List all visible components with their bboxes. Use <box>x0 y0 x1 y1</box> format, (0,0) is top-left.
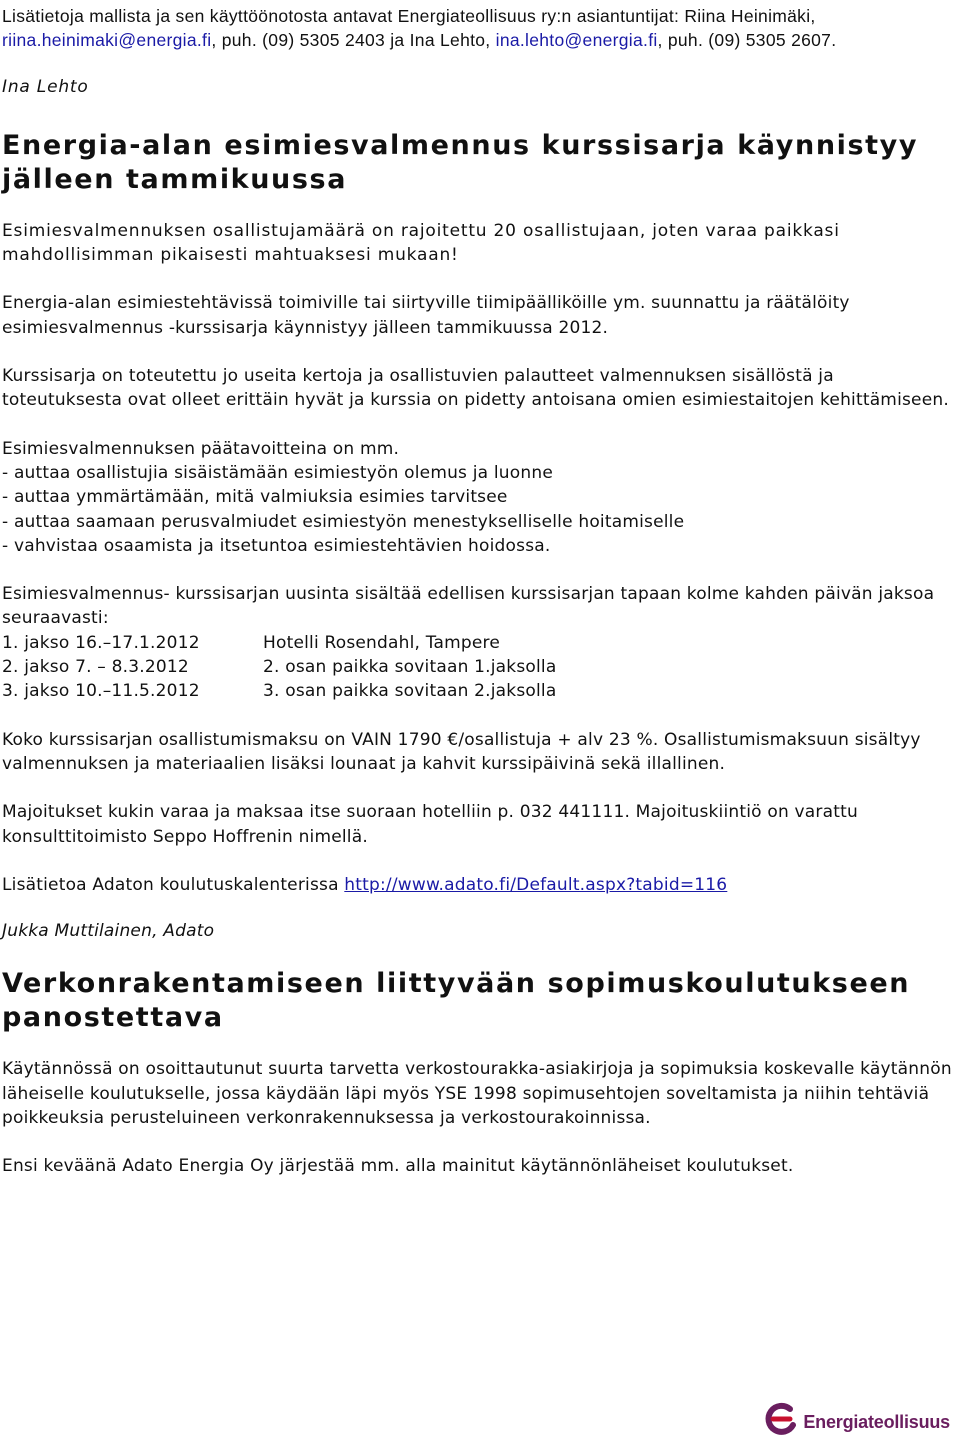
signature: Jukka Muttilainen, Adato <box>2 921 215 942</box>
intro-text: Lisätietoja mallista ja sen käyttöönotosta antavat Energiateollisuus ry:n asiantuntijat: Riina Heinimäki, <box>2 6 816 26</box>
article-title: Verkonrakentamiseen liittyvään sopimuskoulutukseen panostettava <box>2 968 911 1034</box>
paragraph: Ensi keväänä Adato Energia Oy järjestää mm. alla mainitut käytännönläheiset koulutukset. <box>2 1156 794 1177</box>
intro-paragraph <box>2 4 958 53</box>
logo-text: Energiateollisuus <box>803 1412 950 1433</box>
schedule-row <box>2 631 958 655</box>
schedule-period: 1. jakso 16.–17.1.2012 <box>2 632 200 653</box>
list-item: - auttaa saamaan perusvalmiudet esimiestyön menestykselliselle hoitamiselle <box>2 511 685 532</box>
more-info-paragraph <box>2 873 958 897</box>
intro-text: , puh. (09) 5305 2403 ja Ina Lehto, <box>211 30 496 51</box>
paragraph: Kurssisarja on toteutettu jo useita kertoja ja osallistuvien palautteet valmennuksen sisällöstä ja toteutuksesta ovat olleet erittäin hyvät ja kurssia on pidetty antoisana omien esimiestaitojen kehittämiseen. <box>2 366 949 411</box>
list-item: - auttaa ymmärtämään, mitä valmiuksia esimies tarvitsee <box>2 487 508 508</box>
list-item: - auttaa osallistujia sisäistämään esimiestyön olemus ja luonne <box>2 462 553 483</box>
energiateollisuus-logo-icon <box>763 1401 799 1444</box>
paragraph: Koko kurssisarjan osallistumismaksu on VAIN 1790 €/osallistuja + alv 23 %. Osallistumismaksuun sisältyy valmennuksen ja materiaalien lisäksi lounaat ja kahvit kurssipäivinä sekä illallinen. <box>2 729 921 774</box>
email-link-ina[interactable]: ina.lehto@energia.fi <box>495 30 658 51</box>
list-item: - vahvistaa osaamista ja itsetuntoa esimiestehtävien hoidossa. <box>2 535 551 556</box>
email-link-riina[interactable]: riina.heinimaki@energia.fi <box>2 30 212 51</box>
more-info-text: Lisätietoa Adaton koulutuskalenterissa <box>2 874 345 895</box>
intro-text: , puh. (09) 5305 2607. <box>657 30 837 51</box>
schedule-row <box>2 655 958 679</box>
paragraph: Majoitukset kukin varaa ja maksaa itse suoraan hotelliin p. 032 441111. Majoituskiintiö on varattu konsulttitoimisto Seppo Hoffrenin nimellä. <box>2 802 858 847</box>
paragraph: Esimiesvalmennuksen osallistujamäärä on rajoitettu 20 osallistujaan, joten varaa paikkasi mahdollisimman pikaisesti mahtuaksesi mukaan! <box>2 220 840 266</box>
schedule-intro: Esimiesvalmennus- kurssisarjan uusinta sisältää edellisen kurssisarjan tapaan kolme kahden päivän jaksoa seuraavasti: <box>2 584 935 629</box>
paragraph: Energia-alan esimiestehtävissä toimiville tai siirtyville tiimipäälliköille ym. suunnattu ja räätälöity esimiesvalmennus -kurssisarja käynnistyy jälleen tammikuussa 2012. <box>2 293 850 338</box>
schedule-place: Hotelli Rosendahl, Tampere <box>263 632 501 653</box>
footer-logo <box>763 1401 950 1444</box>
schedule-place: 3. osan paikka sovitaan 2.jaksolla <box>263 681 557 702</box>
schedule-period: 3. jakso 10.–11.5.2012 <box>2 681 200 702</box>
goals-section <box>2 437 958 558</box>
schedule-place: 2. osan paikka sovitaan 1.jaksolla <box>263 657 557 678</box>
byline: Ina Lehto <box>2 76 89 97</box>
schedule-row <box>2 679 958 703</box>
goals-title: Esimiesvalmennuksen päätavoitteina on mm. <box>2 438 400 459</box>
paragraph: Käytännössä on osoittautunut suurta tarvetta verkostourakka-asiakirjoja ja sopimuksia koskevalle käytännön läheiselle koulutukselle, jossa käydään läpi myös YSE 1998 sopimusehtojen soveltamista ja niihin tehtäviä poikkeuksia perusteluineen verkonrakennuksessa ja verkostourakoinnissa. <box>2 1059 952 1129</box>
schedule-section <box>2 582 958 703</box>
document-page <box>2 4 958 1203</box>
article-title: Energia-alan esimiesvalmennus kurssisarja käynnistyy jälleen tammikuussa <box>2 129 919 195</box>
adato-link[interactable]: http://www.adato.fi/Default.aspx?tabid=116 <box>344 874 728 895</box>
schedule-period: 2. jakso 7. – 8.3.2012 <box>2 657 189 678</box>
